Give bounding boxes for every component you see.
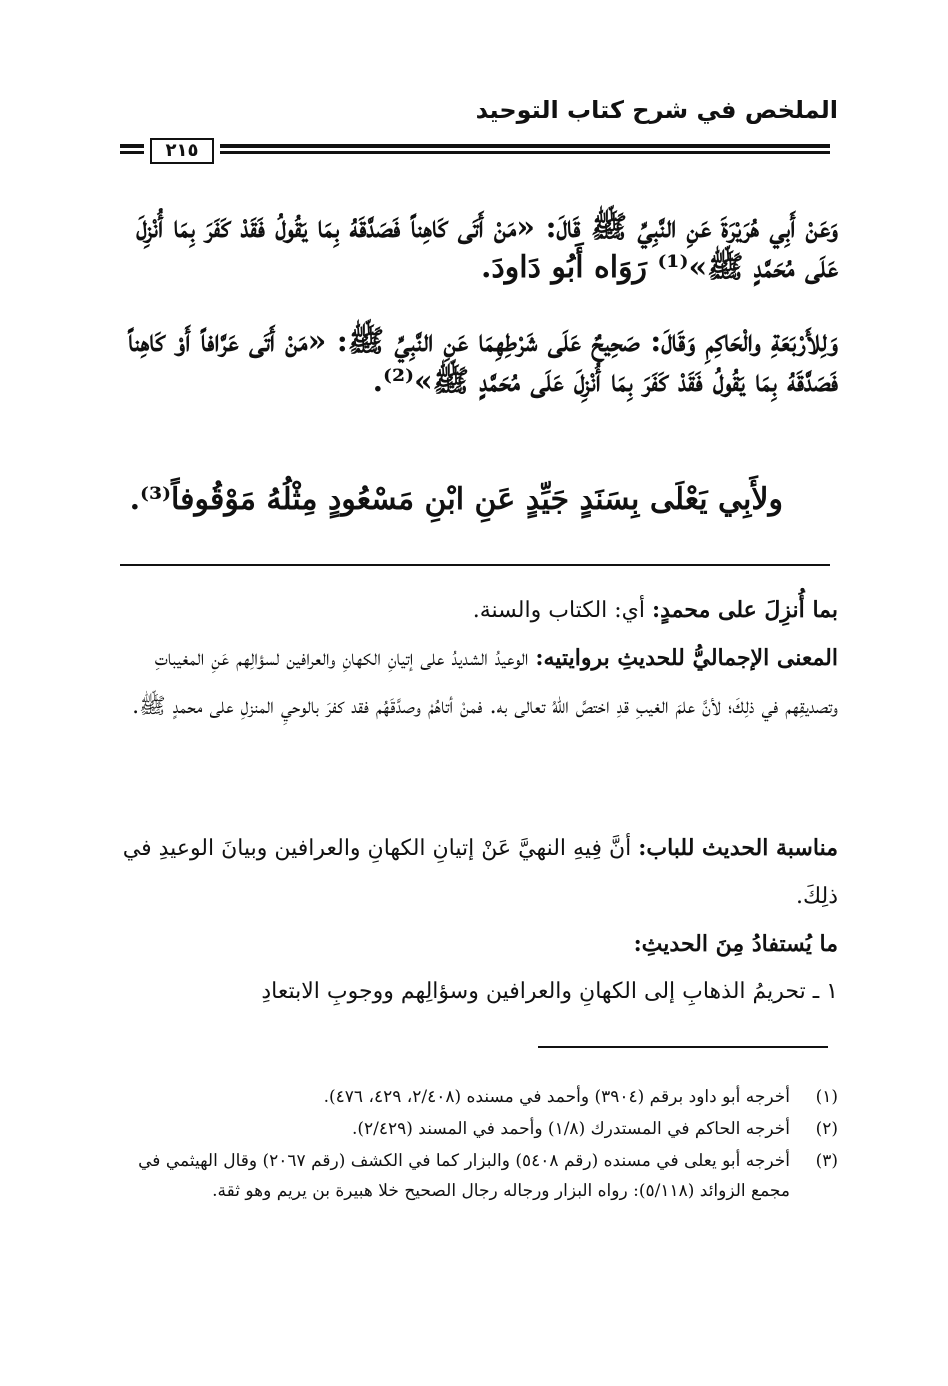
header-rule-line xyxy=(120,151,144,154)
hadith-text: وَلِلأَرْبَعَةِ والْحَاكِمِ وَقَالَ: صَحِيحٌ عَلَى شَرْطِهِمَا عَنِ النَّبِيِّ ﷺ: «مَنْ أَتَى عَرَّافاً أَوْ كَاهِناً فَصَدَّقَهُ بِمَا يَقُولُ فَقَدْ كَفَرَ بِمَا أُنْزِلَ عَلَى مُحَمَّدٍ ﷺ»⁽²⁾. xyxy=(128,324,838,399)
footnote-text: أخرجه أبو داود برقم (٣٩٠٤) وأحمد في مسنده (٢/٤٠٨، ٤٢٩، ٤٧٦). xyxy=(323,1087,790,1107)
term-label: المعنى الإجماليُّ للحديثِ بروايتيه: xyxy=(535,645,838,671)
hadith-paragraph-2 xyxy=(118,322,838,402)
hadith-paragraph-1 xyxy=(118,208,838,288)
header-rule-line xyxy=(220,144,830,148)
footnote-number: (٢) xyxy=(815,1119,838,1139)
hadith-text: وَعَنْ أَبِي هُرَيْرَةَ عَنِ النَّبِيِّ ﷺ قَالَ: «مَنْ أَتَى كَاهِناً فَصَدَّقَهُ بِمَا يَقُولُ فَقَدْ كَفَرَ بِمَا أُنْزِلَ عَلَى مُحَمَّدٍ ﷺ»⁽¹⁾ رَوَاه أَبُو دَاودَ. xyxy=(136,210,838,285)
footnote-number: (٣) xyxy=(815,1151,838,1171)
commentary-list-item xyxy=(118,968,838,1016)
hadith-paragraph-3 xyxy=(118,480,838,520)
commentary-paragraph-3 xyxy=(118,824,838,921)
footnote-item xyxy=(118,1114,838,1144)
footnote-item xyxy=(118,1146,838,1206)
term-text: أنَّ فِيهِ النهيَّ عَنْ إتيانِ الكهانِ والعرافين وبيانَ الوعيدِ في ذلِكَ. xyxy=(122,836,838,909)
commentary-paragraph-2 xyxy=(118,634,838,731)
term-text: أي: الكتاب والسنة. xyxy=(472,598,652,623)
section-divider xyxy=(120,564,830,566)
footnotes xyxy=(118,1082,838,1208)
list-item-text: ١ ـ تحريمُ الذهابِ إلى الكهانِ والعرافين وسؤالِهم ووجوبِ الابتعادِ xyxy=(261,979,838,1004)
header-rule xyxy=(120,138,830,162)
term-label: مناسبة الحديث للباب: xyxy=(638,835,838,861)
page-number: ٢١٥ xyxy=(150,138,214,164)
commentary-heading xyxy=(118,920,838,968)
section-heading: ما يُستفادُ مِنَ الحديثِ: xyxy=(633,931,838,957)
footnote-item xyxy=(118,1082,838,1112)
term-text: الوعيدُ الشديدُ على إتيانِ الكهانِ والعرافين لسؤالِهم عَنِ المغيباتِ وتصديقِهم في ذلِكَ؛ لأنَّ علمَ الغيبِ قدِ اختصَّ اللهُ تعالى به. فمنْ أتاهُمْ وصدَّقَهُم فقد كفرَ بالوحيِ المنزلِ على محمدٍ ﷺ. xyxy=(132,646,838,719)
running-header-title: الملخص في شرح كتاب التوحيد xyxy=(475,96,838,124)
header-rule-line xyxy=(120,144,144,148)
commentary-paragraph-1 xyxy=(118,586,838,635)
term-label: بما أُنزِلَ على محمدٍ: xyxy=(651,597,838,623)
hadith-text: ولأَبِي يَعْلَى بِسَنَدٍ جَيِّدٍ عَنِ ابْنِ مَسْعُودٍ مِثْلُهُ مَوْقُوفاً⁽³⁾. xyxy=(129,482,783,517)
footnote-text: أخرجه أبو يعلى في مسنده (رقم ٥٤٠٨) والبزار كما في الكشف (رقم ٢٠٦٧) وقال الهيثمي في مجمع الزوائد (٥/١١٨): رواه البزار ورجاله رجال الصحيح خلا هبيرة بن يريم وهو ثقة. xyxy=(138,1151,790,1201)
header-rule-line xyxy=(220,151,830,154)
footnote-text: أخرجه الحاكم في المستدرك (١/٨) وأحمد في المسند (٢/٤٢٩). xyxy=(351,1119,790,1139)
footnote-divider xyxy=(538,1046,828,1048)
footnote-number: (١) xyxy=(815,1087,838,1107)
